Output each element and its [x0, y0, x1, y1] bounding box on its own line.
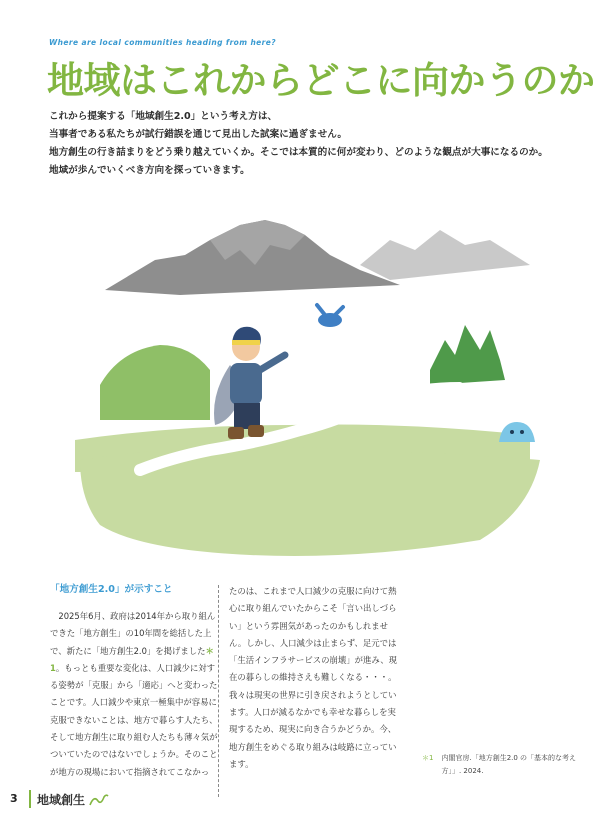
illustration-landscape	[60, 210, 565, 565]
article-column-1	[50, 583, 218, 781]
lead-line: これから提案する「地域創生2.0」という考え方は、	[49, 111, 278, 122]
article-column-2	[229, 583, 397, 773]
footnote-mark: ＊1	[422, 754, 434, 762]
lead-line: 当事者である私たちが試行錯誤を通じて見出した試案に過ぎません。	[49, 129, 347, 140]
lead-line: 地方創生の行き詰まりをどう乗り越えていくか。そこでは本質的に何が変わり、どのような観点が大事になるのか。	[49, 147, 548, 158]
brand-swash-icon	[88, 793, 110, 807]
footer-brand	[37, 791, 110, 808]
footnote-reference: ＊1	[50, 645, 214, 673]
path-far	[390, 385, 460, 395]
page-number: 3	[10, 792, 18, 805]
lead-line: 地域が歩んでいくべき方向を探っていきます。	[49, 165, 250, 176]
traveler-boot-left	[228, 427, 244, 439]
hills-green	[100, 345, 210, 420]
traveler-headband	[232, 340, 260, 345]
body-paragraph	[50, 608, 218, 781]
footnote-text: 内閣官房.「地方創生2.0 の「基本的な考え方」」. 2024.	[441, 754, 577, 775]
brand-name: 地域創生	[37, 793, 86, 807]
bird-icon	[317, 305, 343, 327]
slime-icon	[499, 422, 535, 442]
trees-right	[430, 325, 505, 385]
page-title: 地域はこれからどこに向かうのか	[47, 59, 595, 102]
traveler	[214, 327, 285, 439]
lead-text	[49, 108, 569, 180]
column-divider	[218, 585, 219, 797]
footer-accent-bar	[29, 790, 31, 808]
paragraph-text-cont: 。もっとも重要な変化は、人口減少に対する姿勢が「克服」から「適応」へと変わったことです。人口減少や東京一極集中が容易に克服できないことは、地方で暮らす人たち、そして地方創生に取り組む人たちも薄々気がついていたのではないでしょうか。そのことが地方の現場において指摘されてこなかっ	[50, 662, 218, 777]
body-paragraph-cont: たのは、これまで人口減少の克服に向けて熱心に取り組んでいたからこそ「言い出しづらい」という雰囲気があったのかもしれません。しかし、人口減少は止まらず、足元では「生活インフラサービスの崩壊」が進み、現在の暮らしの維持さえも難しくなる・・・。我々は現実の世界に引き戻されようとしています。人口が減るなかでも幸せな暮らしを実現するため、現実に向き合うかどうか。今、地方創生をめぐる取り組みは岐路に立っています。	[229, 586, 398, 769]
section-heading: 「地方創生2.0」が示すこと	[50, 584, 173, 595]
traveler-arm	[260, 355, 285, 370]
mountain-back	[360, 230, 530, 280]
eyebrow-subtitle: Where are local communities heading from here?	[49, 38, 277, 47]
traveler-boot-right	[248, 425, 264, 437]
paragraph-text: 2025年6月、政府は2014年から取り組んできた「地方創生」の10年間を総括した上で、新たに「地方創生2.0」を掲げました	[50, 611, 216, 656]
footnote	[422, 752, 582, 777]
